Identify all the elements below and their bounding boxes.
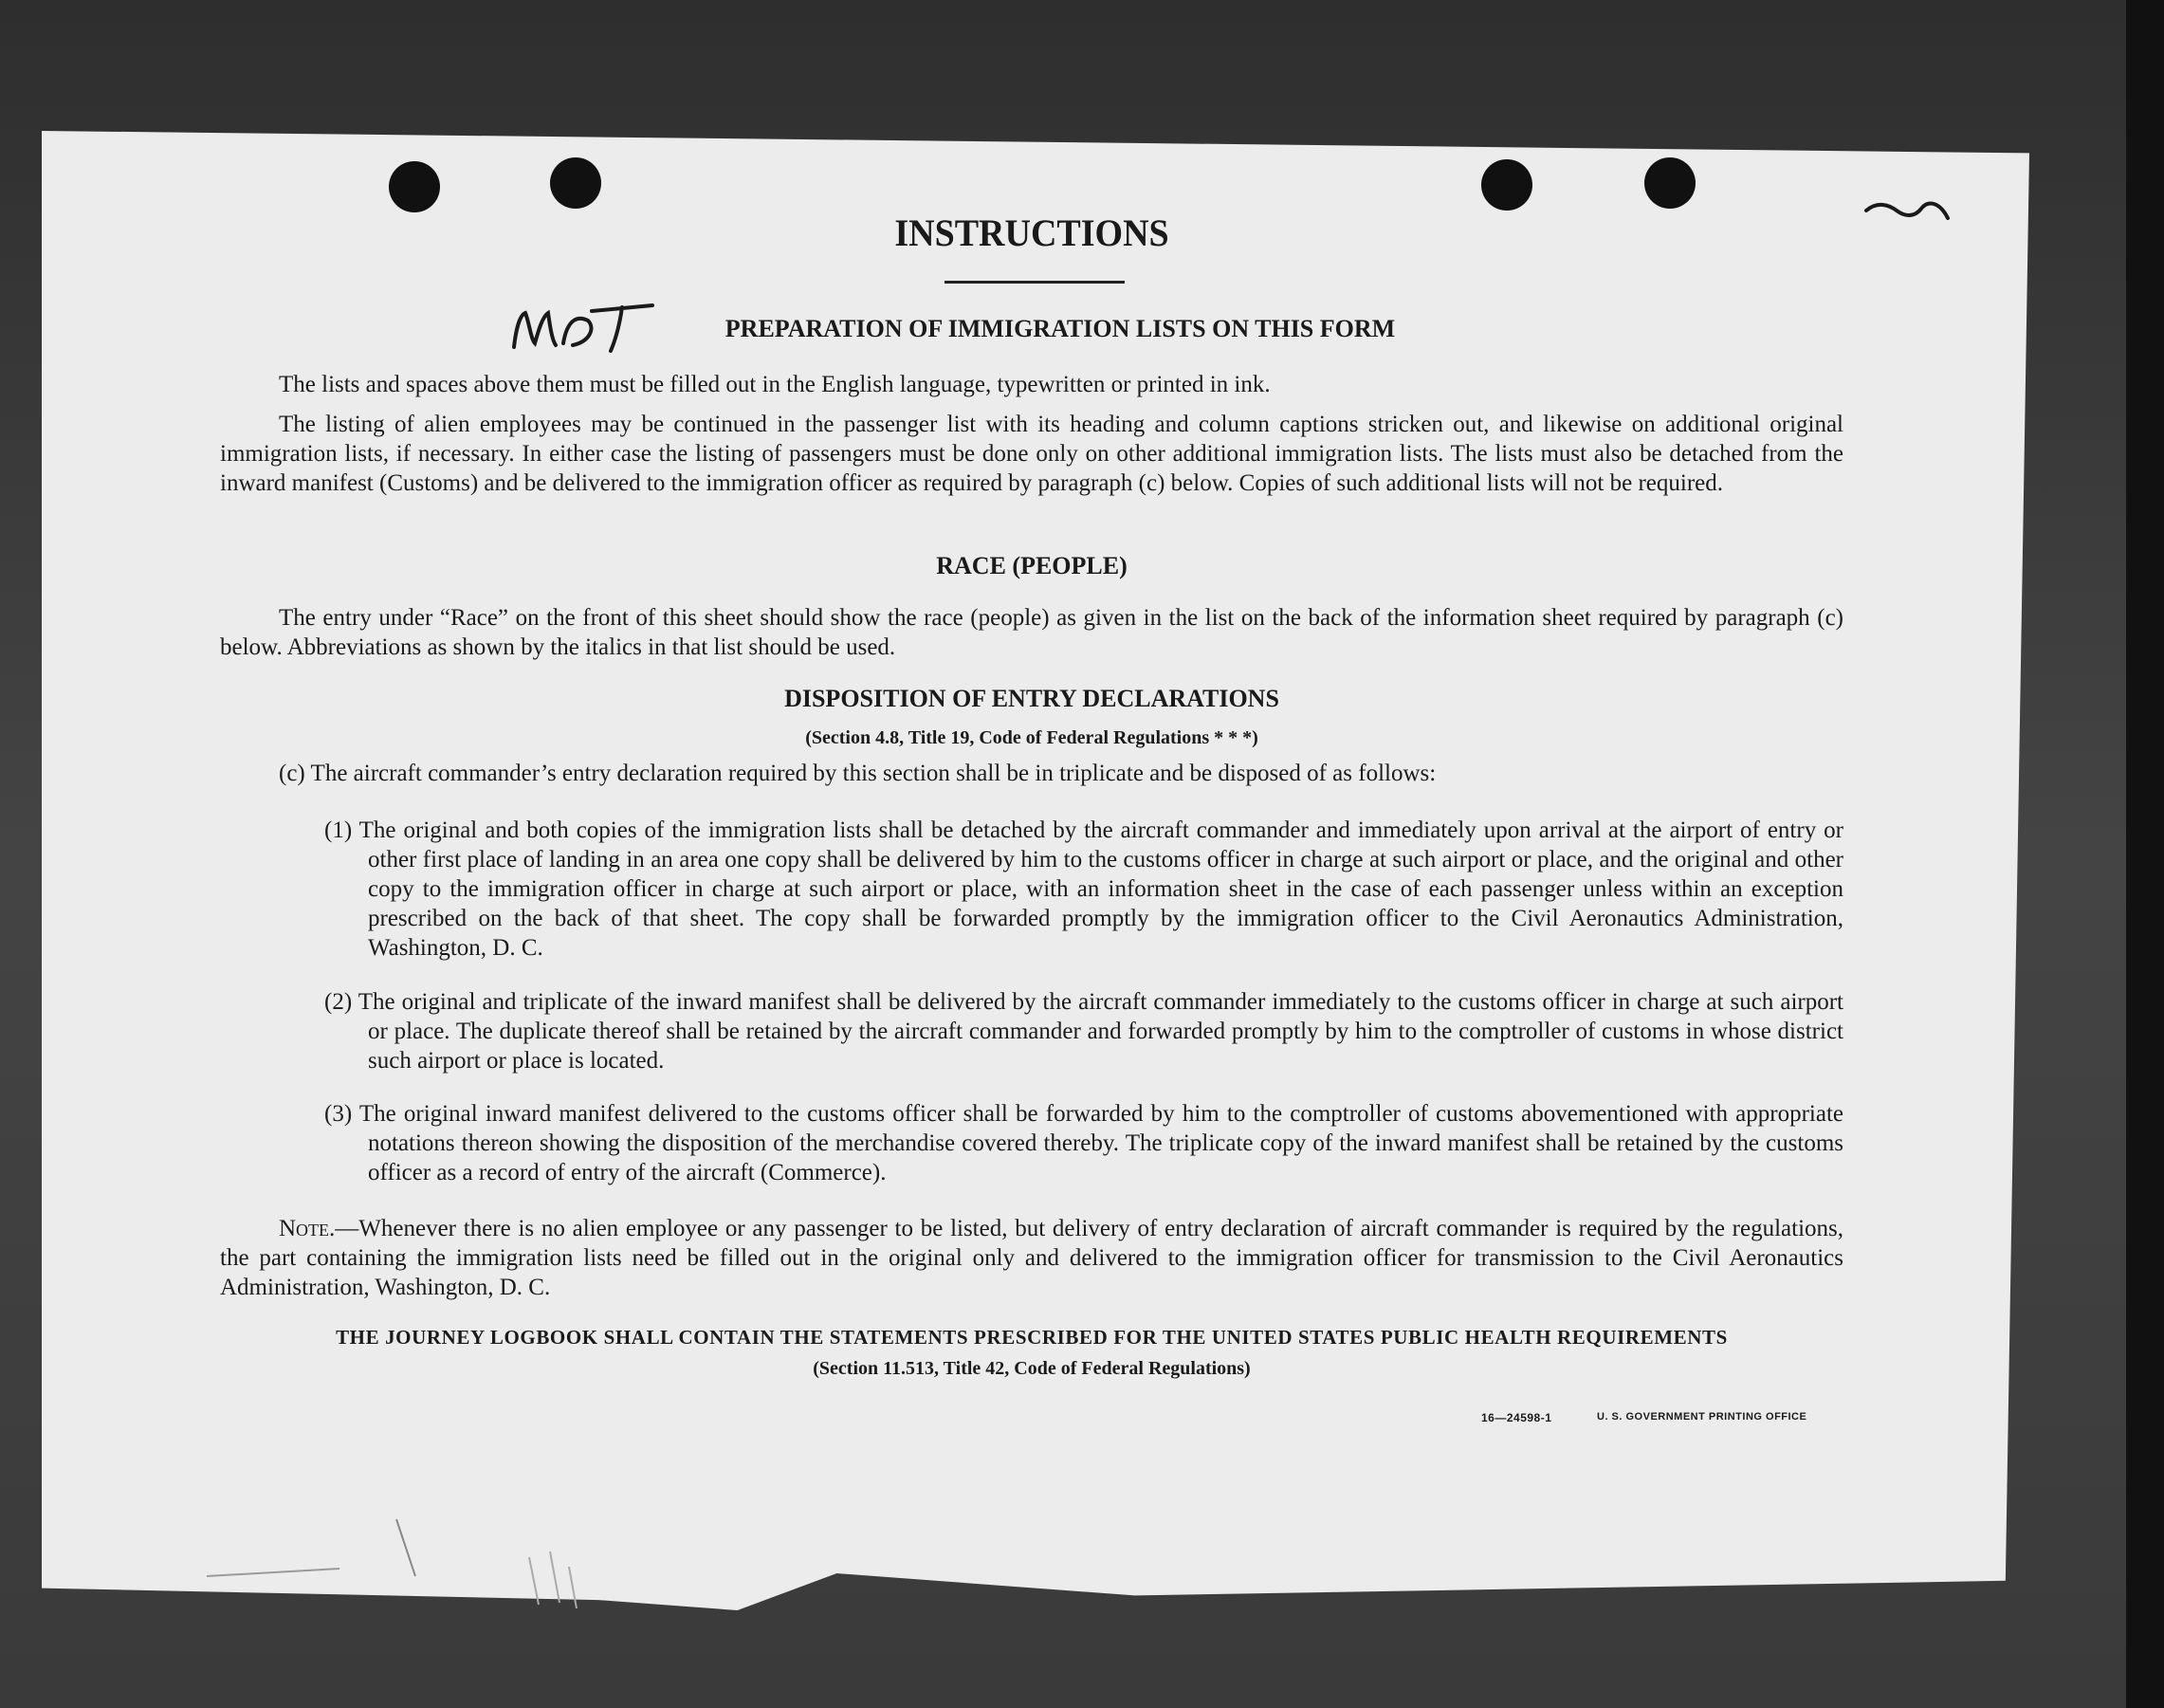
punch-hole-icon [1481,159,1532,211]
note-paragraph [220,1214,1843,1302]
public-health-citation: (Section 11.513, Title 42, Code of Federal Regulations) [813,1358,1251,1379]
note-label: Note. [279,1216,336,1241]
paragraph-alien-employees: The listing of alien employees may be continued in the passenger list with its heading and column captions stricken out, and likewise on additional original immigration lists, if necessary. In either case the listing of passengers must be done only on other additional immigration lists. The lists must also be detached from the inward manifest (Customs) and be delivered to the immigration officer as required by paragraph (c) below. Copies of such additional lists will not be required. [220,412,1843,496]
disposition-citation: (Section 4.8, Title 19, Code of Federal Regulations * * *) [805,727,1258,748]
paragraph-english-language: The lists and spaces above them must be filled out in the English language, typewritten or printed in ink. [279,372,1271,397]
printer-imprint: U. S. GOVERNMENT PRINTING OFFICE [1597,1411,1807,1423]
section-heading-preparation: PREPARATION OF IMMIGRATION LISTS ON THIS FORM [724,315,1396,342]
list-item-2: (2) The original and triplicate of the inward manifest shall be delivered by the aircraft commander immediately to the customs officer in charge at such airport or place. The duplicate thereof shall be retained by the aircraft commander and forwarded promptly by him to the comptroller of customs in whose district such airport or place is located. [324,989,1843,1074]
title-underline [944,281,1125,284]
punch-hole-icon [389,161,440,212]
paragraph-race: The entry under “Race” on the front of this sheet should show the race (people) as given in the list on the back of the information sheet required by paragraph (c) below. Abbreviations as shown by the italics in that list should be used. [220,605,1843,660]
form-number: 16—24598-1 [1481,1411,1552,1424]
section-heading-race: RACE (PEOPLE) [936,552,1128,579]
section-heading-disposition: DISPOSITION OF ENTRY DECLARATIONS [784,685,1279,712]
scanner-edge [2126,0,2164,1708]
paragraph-c-intro: (c) The aircraft commander’s entry declaration required by this section shall be in triplicate and be disposed of as follows: [279,761,1437,786]
punch-hole-icon [1644,157,1696,209]
note-text: —Whenever there is no alien employee or any passenger to be listed, but delivery of entry declaration of aircraft commander is required by the regulations, the part containing the immigration lists need be filled out in the original only and delivered to the immigration officer for transmission to the Civil Aeronautics Administration, Washington, D. C. [220,1216,1843,1300]
list-item-1: (1) The original and both copies of the immigration lists shall be detached by the aircraft commander and immediately upon arrival at the airport of entry or other first place of landing in an area one copy shall be delivered by him to the customs officer in charge at such airport or place, and the original and other copy to the immigration officer in charge at such airport or place, with an information sheet in the case of each passenger unless within an exception prescribed on the back of that sheet. The copy shall be forwarded promptly by the immigration officer to the Civil Aeronautics Administration, Washington, D. C. [324,817,1843,961]
pencil-scribble-icon [197,1510,596,1614]
punch-hole-icon [550,157,601,209]
list-item-3: (3) The original inward manifest delivered to the customs officer shall be forwarded by him to the comptroller of customs abovementioned with appropriate notations thereon showing the disposition of the merchandise covered thereby. The triplicate copy of the inward manifest shall be retained by the customs officer as a record of entry of the aircraft (Commerce). [324,1101,1843,1185]
pencil-squiggle-icon [1864,197,1952,226]
public-health-statement: THE JOURNEY LOGBOOK SHALL CONTAIN THE STATEMENTS PRESCRIBED FOR THE UNITED STATES PUBLIC HEALTH REQUIREMENTS [336,1326,1728,1349]
page-title: INSTRUCTIONS [894,211,1169,254]
